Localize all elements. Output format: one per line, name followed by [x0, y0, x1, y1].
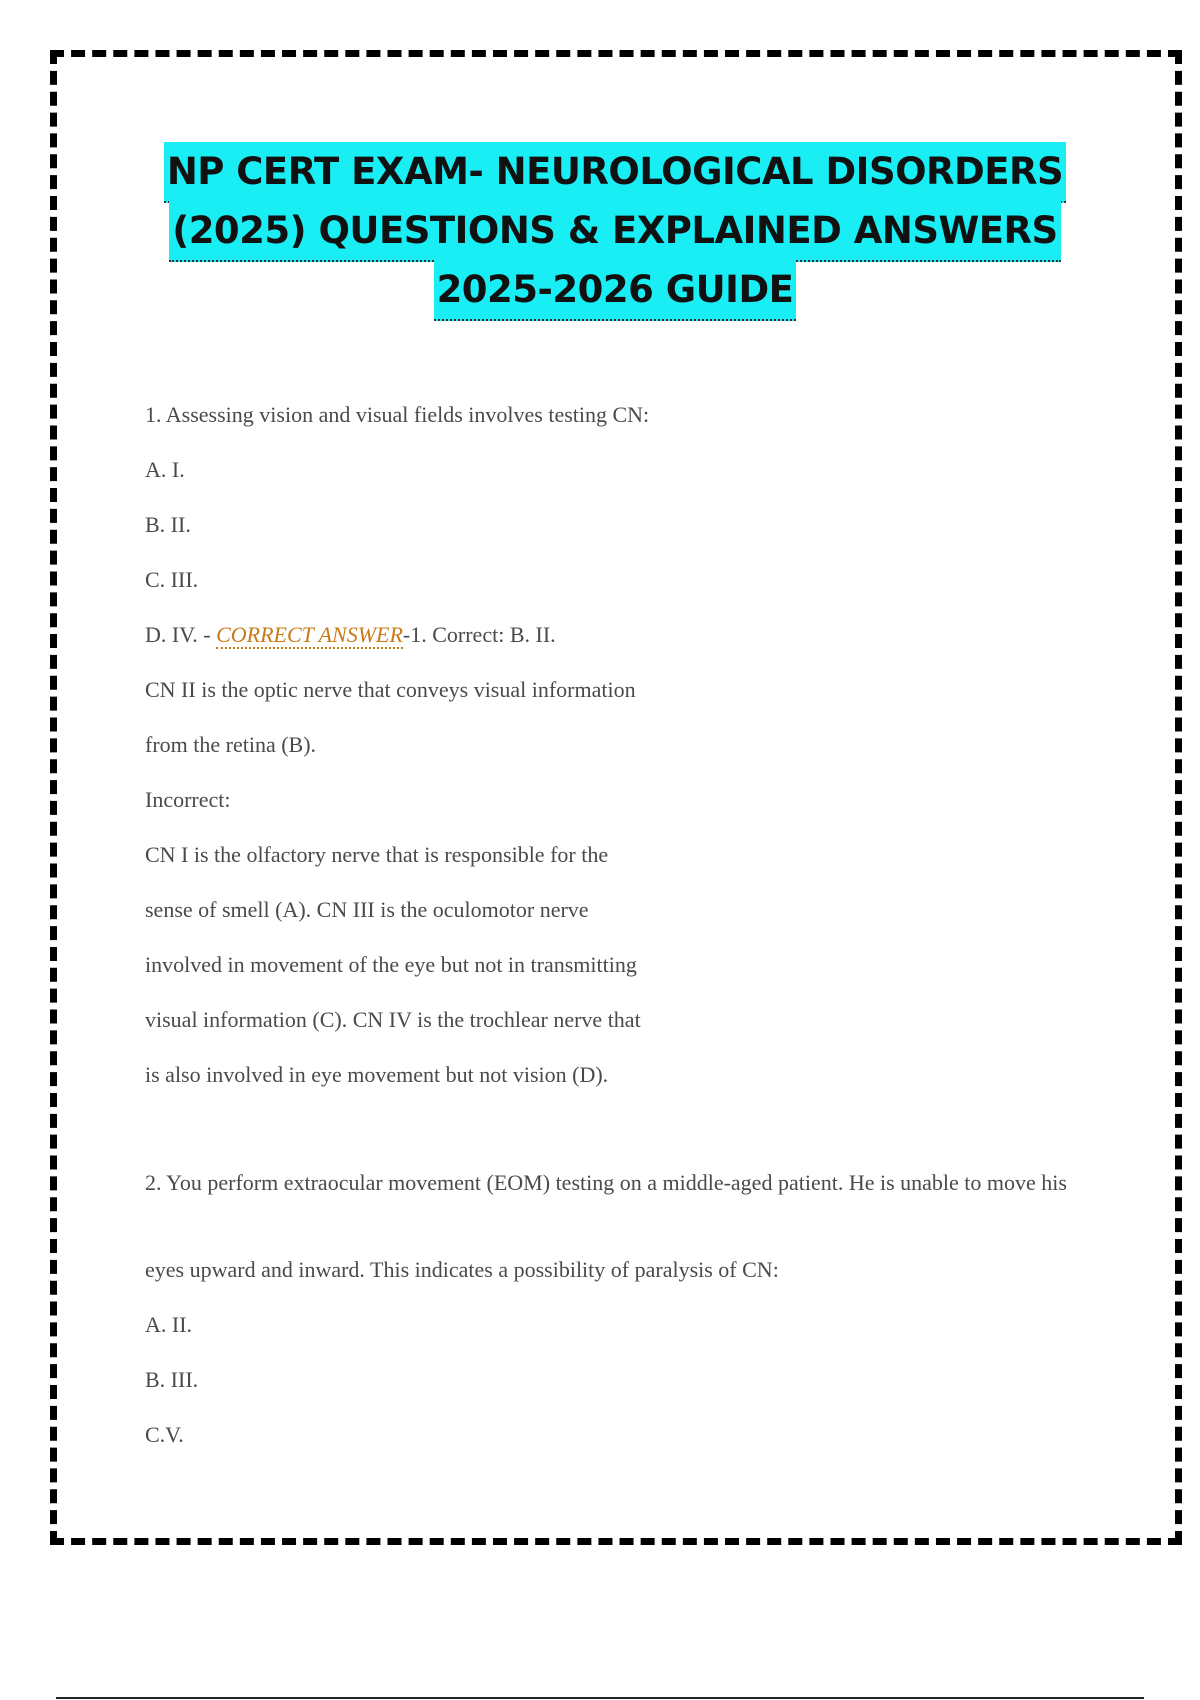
q1-option-d-line — [145, 620, 1075, 650]
q1-answer: -1. Correct: B. II. — [402, 622, 556, 647]
q2-option-a: A. II. — [145, 1312, 193, 1337]
title-line-1: NP CERT EXAM- NEUROLOGICAL DISORDERS — [164, 142, 1066, 203]
q1-option-c: C. III. — [145, 567, 199, 592]
q1-explanation-line: is also involved in eye movement but not vision (D). — [145, 1062, 609, 1087]
q1-question: 1. Assessing vision and visual fields involves testing CN: — [145, 402, 650, 427]
q1-explanation-line: CN II is the optic nerve that conveys visual information — [145, 677, 636, 702]
q1-explanation-line: CN I is the olfactory nerve that is responsible for the — [145, 842, 609, 867]
q1-option-d: D. IV. - — [145, 622, 217, 647]
q1-explanation-line: sense of smell (A). CN III is the oculomotor nerve — [145, 897, 589, 922]
q2-question: 2. You perform extraocular movement (EOM) testing on a middle-aged patient. He is unable to move his — [145, 1170, 1067, 1195]
q2-option-b: B. III. — [145, 1367, 199, 1392]
q1-option-b: B. II. — [145, 512, 191, 537]
q1-explanation-line: from the retina (B). — [145, 732, 317, 757]
correct-answer-flag: CORRECT ANSWER — [216, 622, 403, 647]
q1-option-a: A. I. — [145, 457, 185, 482]
q1-explanation-line: involved in movement of the eye but not in transmitting — [145, 952, 637, 977]
q1-incorrect-heading: Incorrect: — [145, 787, 231, 812]
title-line-2: (2025) QUESTIONS & EXPLAINED ANSWERS — [169, 201, 1060, 262]
q1-explanation-line: visual information (C). CN IV is the trochlear nerve that — [145, 1007, 641, 1032]
q2-question-continued: eyes upward and inward. This indicates a possibility of paralysis of CN: — [145, 1257, 779, 1282]
title-line-3: 2025-2026 GUIDE — [434, 260, 797, 321]
q2-option-c: C.V. — [145, 1422, 184, 1447]
document-title — [0, 142, 1200, 319]
footer-rule — [56, 1697, 1144, 1699]
